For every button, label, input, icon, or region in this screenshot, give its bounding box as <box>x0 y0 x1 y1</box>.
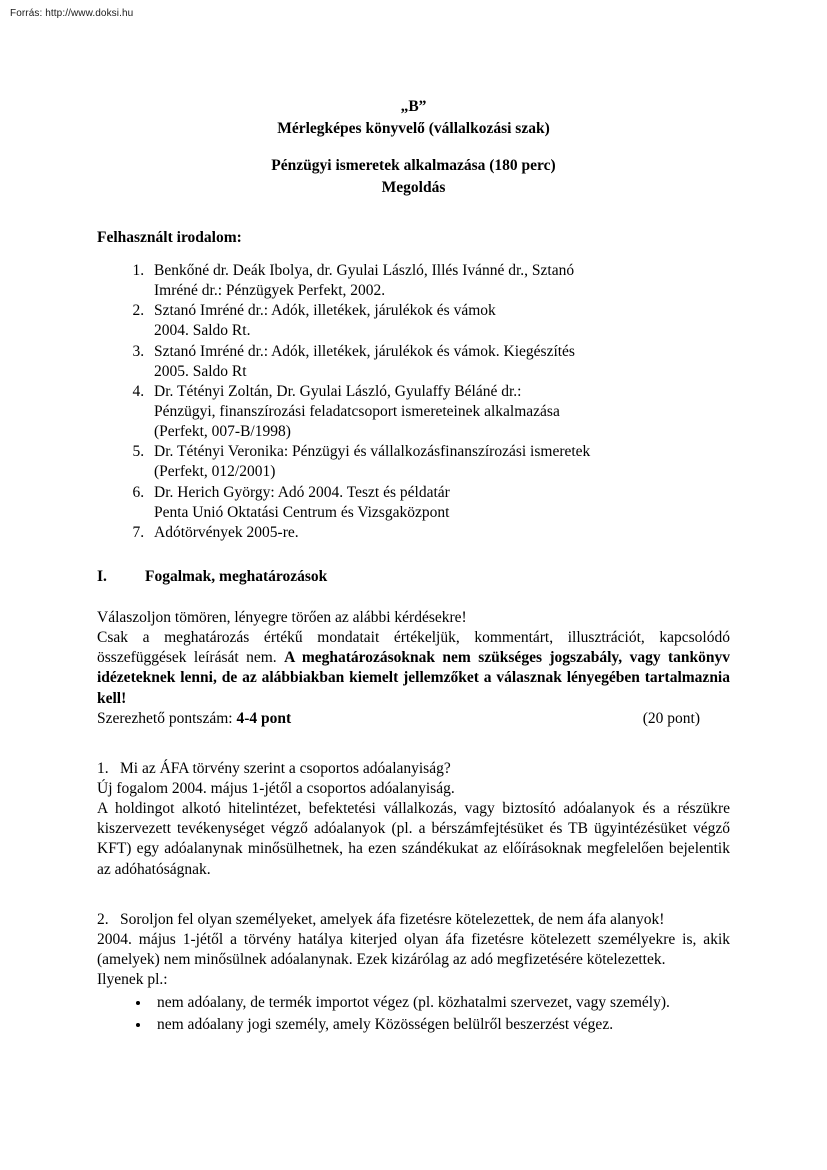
list-item: • nem adóalany jogi személy, amely Közösségen belülről beszerzést végez. <box>151 1014 730 1036</box>
biblio-line: 3. Sztanó Imréné dr.: Adók, illetékek, járulékok és vámok. Kiegészítés <box>154 342 575 360</box>
answer-2-bullet-list <box>97 992 730 1036</box>
points-label: Szerezhető pontszám: <box>97 709 237 727</box>
bibliography-list <box>97 261 730 543</box>
biblio-line: Imréné dr.: Pénzügyek Perfekt, 2002. <box>154 282 386 300</box>
criteria-plain: Csak a meghatározás értékű mondatait értékeljük, kommentárt, illusztrációt, kapcsolódó összefüggések leírását nem. <box>97 629 730 667</box>
question-number: 1. <box>97 759 109 777</box>
list-item <box>148 523 730 543</box>
points-value: 4-4 pont <box>236 709 292 727</box>
biblio-line: 5. Dr. Tétényi Veronika: Pénzügyi és vállalkozásfinanszírozási ismeretek <box>154 443 591 461</box>
biblio-line: 2. Sztanó Imréné dr.: Adók, illetékek, járulékok és vámok <box>154 302 496 320</box>
question-number: 2. <box>97 910 109 928</box>
list-item <box>148 261 730 301</box>
biblio-line: 2005. Saldo Rt <box>154 362 247 380</box>
biblio-line: 6. Dr. Herich György: Adó 2004. Teszt és példatár <box>154 483 450 501</box>
question-2 <box>97 910 730 930</box>
section-heading <box>97 568 730 586</box>
answer-2-paragraph: 2004. május 1-jétől a törvény hatálya kiterjed olyan áfa fizetésre kötelezett személyekre is, akik (amelyek) nem minősülnek adóalanynak. Ezek kizárólag az adó megfizetésére kötelezettek. <box>97 930 730 968</box>
document-title-block <box>97 96 730 199</box>
biblio-line: 7. Adótörvények 2005-re. <box>154 523 299 541</box>
document-type: Megoldás <box>381 179 446 196</box>
document-page <box>97 0 730 1036</box>
exam-variant: „B” <box>400 98 427 115</box>
biblio-line: 2004. Saldo Rt. <box>154 322 251 340</box>
answer-1-line-2: A holdingot alkotó hitelintézet, befektetési vállalkozás, vagy biztosító adóalanyok és a részükre kiszervezett tevékenységet végző adóalanyok (pl. a bérszámfejtésüket és TB ügyintézésüket végző KFT) egy adóalanynak minősülhetnek, ha ezen szándékukat az előírásoknak megfelelően bejelentik az adóhatóságnak. <box>97 800 730 878</box>
subject-title: Pénzügyi ismeretek alkalmazása (180 perc) <box>271 157 556 174</box>
biblio-line: Pénzügyi, finanszírozási feladatcsoport ismereteinek alkalmazása <box>154 402 560 420</box>
qualification-title: Mérlegképes könyvelő (vállalkozási szak) <box>277 120 550 137</box>
list-item: • nem adóalany, de termék importot végez (pl. közhatalmi szervezet, vagy személy). <box>151 992 730 1014</box>
section-numeral: I. <box>97 567 107 585</box>
bibliography-heading: Felhasznált irodalom: <box>97 229 242 246</box>
biblio-line: (Perfekt, 007-B/1998) <box>154 423 291 441</box>
list-item <box>148 382 730 442</box>
question-text: Mi az ÁFA törvény szerint a csoportos adóalanyiság? <box>120 759 451 777</box>
answer-2-intro: Ilyenek pl.: <box>97 971 168 989</box>
points-row <box>97 709 730 729</box>
list-item <box>148 301 730 341</box>
list-item <box>148 442 730 482</box>
criteria-emphasis: A meghatározásoknak nem szükséges jogszabály, vagy tankönyv idézeteknek lenni, de az alábbiakban kiemelt jellemzőket a válasznak lényegében tartalmaznia kell! <box>97 649 731 707</box>
biblio-line: Penta Unió Oktatási Centrum és Vizsgaközpont <box>154 503 450 521</box>
biblio-line: 4. Dr. Tétényi Zoltán, Dr. Gyulai László, Gyulaffy Béláné dr.: <box>154 382 522 400</box>
list-item <box>148 342 730 382</box>
biblio-line: 1. Benkőné dr. Deák Ibolya, dr. Gyulai László, Illés Ivánné dr., Sztanó <box>154 262 575 279</box>
question-text: Soroljon fel olyan személyeket, amelyek áfa fizetésre kötelezettek, de nem áfa alanyok! <box>120 910 665 928</box>
source-watermark: Forrás: http://www.doksi.hu <box>10 8 134 19</box>
biblio-line: (Perfekt, 012/2001) <box>154 463 276 481</box>
points-label-group <box>97 709 291 729</box>
question-1 <box>97 759 730 779</box>
evaluation-criteria <box>97 628 730 709</box>
points-total: (20 pont) <box>642 709 700 727</box>
list-item <box>148 483 730 523</box>
section-instruction: Válaszoljon tömören, lényegre törően az alábbi kérdésekre! <box>97 608 467 626</box>
section-heading-label: Fogalmak, meghatározások <box>145 567 328 585</box>
answer-1-line-1: Új fogalom 2004. május 1-jétől a csoportos adóalanyiság. <box>97 779 455 797</box>
